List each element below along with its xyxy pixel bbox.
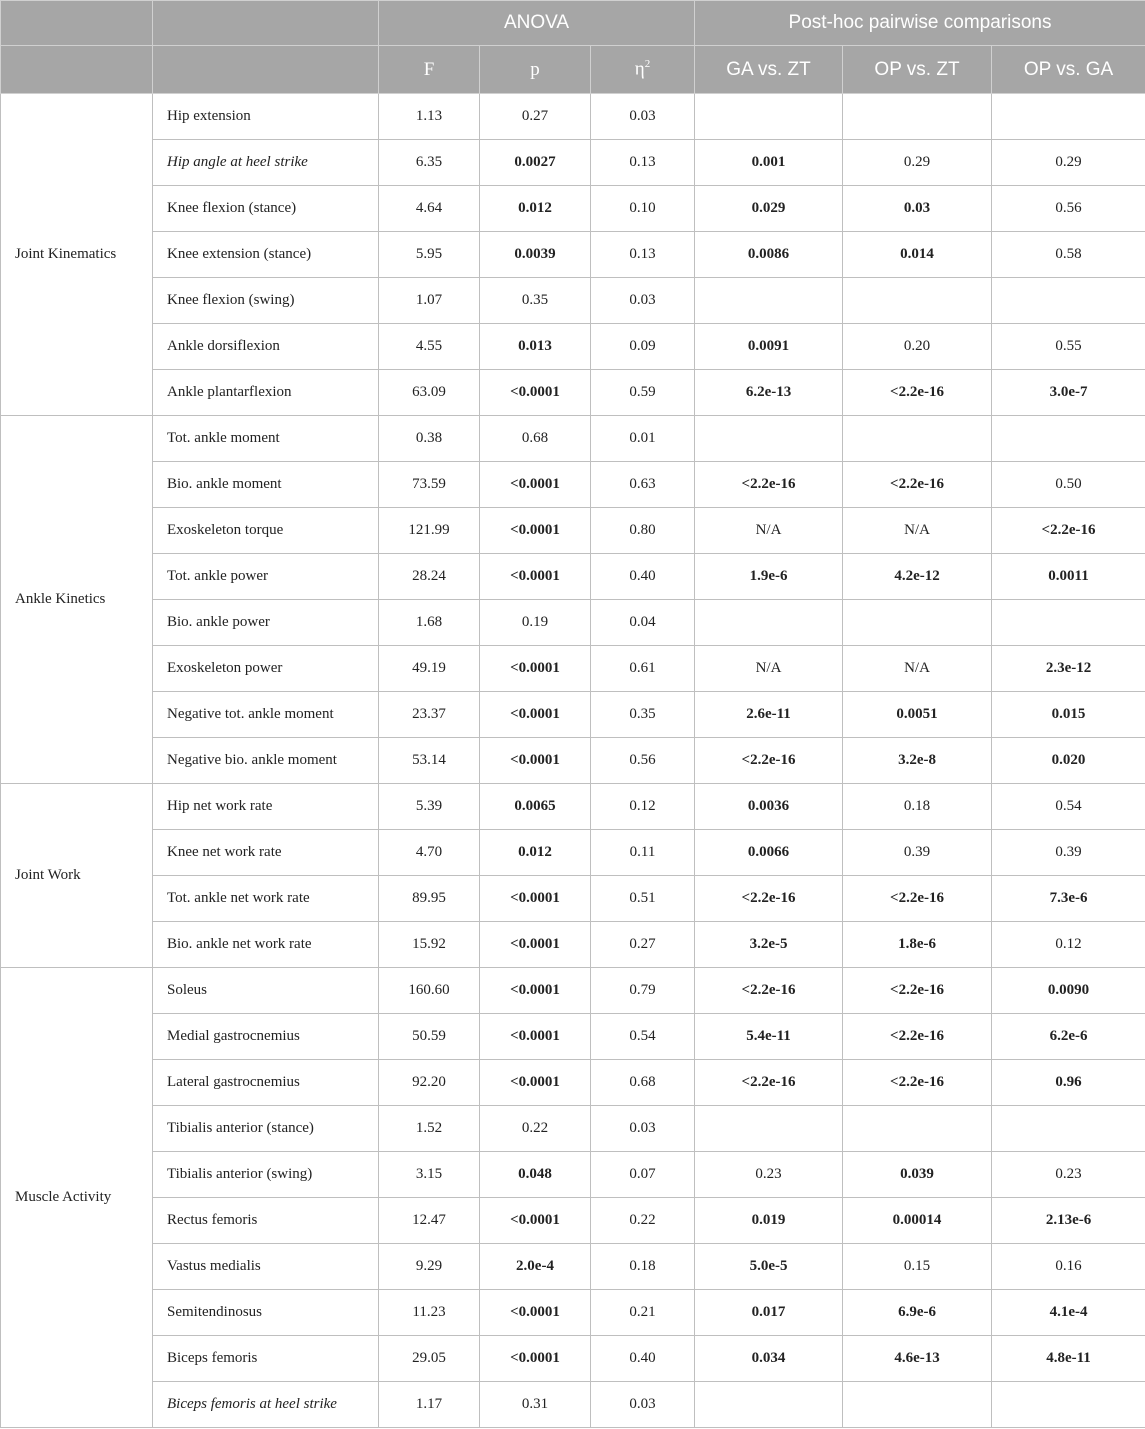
ga-zt-value: <2.2e-16 [695,968,843,1014]
eta-value: 0.61 [591,646,695,692]
f-value: 11.23 [379,1290,480,1336]
op-zt-value: <2.2e-16 [843,462,992,508]
op-zt-value: 0.18 [843,784,992,830]
table-row [1,968,1145,1014]
variable-label: Negative bio. ankle moment [153,738,379,784]
table-row [1,876,1145,922]
op-ga-value: 0.16 [992,1244,1145,1290]
op-ga-value: 0.0011 [992,554,1145,600]
p-value: <0.0001 [480,370,591,416]
op-zt-value: <2.2e-16 [843,968,992,1014]
op-zt-value: 0.39 [843,830,992,876]
ga-zt-value: 5.0e-5 [695,1244,843,1290]
p-value: 0.048 [480,1152,591,1198]
f-value: 73.59 [379,462,480,508]
variable-label: Semitendinosus [153,1290,379,1336]
variable-label: Hip angle at heel strike [153,140,379,186]
p-value: <0.0001 [480,876,591,922]
variable-label: Hip net work rate [153,784,379,830]
variable-label: Soleus [153,968,379,1014]
f-value: 89.95 [379,876,480,922]
op-zt-value: 6.9e-6 [843,1290,992,1336]
header-ga-vs-zt: GA vs. ZT [695,46,843,94]
ga-zt-value: 0.0086 [695,232,843,278]
eta-value: 0.27 [591,922,695,968]
eta-value: 0.03 [591,94,695,140]
op-ga-value: 0.29 [992,140,1145,186]
op-ga-value: 0.0090 [992,968,1145,1014]
ga-zt-value [695,1106,843,1152]
p-value: <0.0001 [480,462,591,508]
table-row [1,922,1145,968]
f-value: 1.68 [379,600,480,646]
p-value: 0.68 [480,416,591,462]
op-ga-value: 0.50 [992,462,1145,508]
ga-zt-value [695,278,843,324]
variable-label: Knee extension (stance) [153,232,379,278]
eta-value: 0.07 [591,1152,695,1198]
eta-value: 0.80 [591,508,695,554]
f-value: 49.19 [379,646,480,692]
ga-zt-value: <2.2e-16 [695,462,843,508]
op-ga-value: 0.54 [992,784,1145,830]
op-zt-value: 0.20 [843,324,992,370]
op-zt-value [843,600,992,646]
ga-zt-value: 1.9e-6 [695,554,843,600]
f-value: 1.52 [379,1106,480,1152]
eta-value: 0.51 [591,876,695,922]
ga-zt-value: 0.0091 [695,324,843,370]
f-value: 28.24 [379,554,480,600]
table-row [1,416,1145,462]
table-row [1,1290,1145,1336]
op-ga-value: 7.3e-6 [992,876,1145,922]
ga-zt-value: 0.001 [695,140,843,186]
header-eta-symbol: η [634,58,645,80]
op-zt-value: 4.6e-13 [843,1336,992,1382]
variable-label: Knee flexion (swing) [153,278,379,324]
op-ga-value: 0.55 [992,324,1145,370]
op-zt-value: 0.0051 [843,692,992,738]
eta-value: 0.21 [591,1290,695,1336]
eta-value: 0.03 [591,1382,695,1428]
ga-zt-value: N/A [695,646,843,692]
ga-zt-value [695,94,843,140]
eta-value: 0.04 [591,600,695,646]
eta-value: 0.54 [591,1014,695,1060]
op-zt-value: 3.2e-8 [843,738,992,784]
table-row [1,784,1145,830]
header-empty-group-2 [1,46,153,94]
p-value: <0.0001 [480,1060,591,1106]
ga-zt-value: 0.0036 [695,784,843,830]
eta-value: 0.56 [591,738,695,784]
p-value: 0.31 [480,1382,591,1428]
variable-label: Hip extension [153,94,379,140]
f-value: 5.95 [379,232,480,278]
variable-label: Exoskeleton torque [153,508,379,554]
table-row [1,140,1145,186]
ga-zt-value: 0.019 [695,1198,843,1244]
op-zt-value: <2.2e-16 [843,1014,992,1060]
op-ga-value [992,416,1145,462]
header-group-row [1,1,1145,46]
ga-zt-value: 3.2e-5 [695,922,843,968]
table-row [1,830,1145,876]
f-value: 1.17 [379,1382,480,1428]
header-p: p [480,46,591,94]
p-value: <0.0001 [480,692,591,738]
variable-label: Biceps femoris at heel strike [153,1382,379,1428]
ga-zt-value: <2.2e-16 [695,876,843,922]
p-value: <0.0001 [480,1014,591,1060]
header-posthoc: Post-hoc pairwise comparisons [695,1,1145,46]
p-value: <0.0001 [480,1198,591,1244]
ga-zt-value: 0.0066 [695,830,843,876]
p-value: <0.0001 [480,922,591,968]
variable-label: Bio. ankle power [153,600,379,646]
header-op-vs-zt: OP vs. ZT [843,46,992,94]
variable-label: Ankle dorsiflexion [153,324,379,370]
table-row [1,692,1145,738]
f-value: 5.39 [379,784,480,830]
variable-label: Tot. ankle power [153,554,379,600]
op-ga-value: 0.015 [992,692,1145,738]
p-value: <0.0001 [480,554,591,600]
header-empty-variable [153,1,379,46]
op-zt-value: 0.039 [843,1152,992,1198]
ga-zt-value: 0.029 [695,186,843,232]
group-label: Ankle Kinetics [1,416,153,784]
eta-value: 0.18 [591,1244,695,1290]
header-anova: ANOVA [379,1,695,46]
variable-label: Tibialis anterior (stance) [153,1106,379,1152]
table-row [1,600,1145,646]
eta-value: 0.03 [591,278,695,324]
op-ga-value: <2.2e-16 [992,508,1145,554]
ga-zt-value: 5.4e-11 [695,1014,843,1060]
f-value: 12.47 [379,1198,480,1244]
table-row [1,232,1145,278]
f-value: 23.37 [379,692,480,738]
op-ga-value [992,1382,1145,1428]
eta-value: 0.01 [591,416,695,462]
p-value: <0.0001 [480,1290,591,1336]
p-value: <0.0001 [480,646,591,692]
group-label: Muscle Activity [1,968,153,1428]
p-value: 0.012 [480,830,591,876]
table-row [1,1106,1145,1152]
op-zt-value: <2.2e-16 [843,370,992,416]
variable-label: Medial gastrocnemius [153,1014,379,1060]
eta-value: 0.09 [591,324,695,370]
ga-zt-value: <2.2e-16 [695,738,843,784]
f-value: 4.70 [379,830,480,876]
ga-zt-value: 2.6e-11 [695,692,843,738]
op-ga-value: 3.0e-7 [992,370,1145,416]
f-value: 1.07 [379,278,480,324]
table-row [1,508,1145,554]
variable-label: Knee net work rate [153,830,379,876]
f-value: 29.05 [379,1336,480,1382]
f-value: 63.09 [379,370,480,416]
table-row [1,94,1145,140]
p-value: <0.0001 [480,1336,591,1382]
p-value: 2.0e-4 [480,1244,591,1290]
f-value: 0.38 [379,416,480,462]
variable-label: Rectus femoris [153,1198,379,1244]
variable-label: Biceps femoris [153,1336,379,1382]
p-value: 0.27 [480,94,591,140]
table-row [1,1198,1145,1244]
op-ga-value: 0.020 [992,738,1145,784]
f-value: 160.60 [379,968,480,1014]
p-value: 0.0039 [480,232,591,278]
eta-value: 0.22 [591,1198,695,1244]
ga-zt-value [695,1382,843,1428]
op-zt-value [843,1106,992,1152]
eta-value: 0.40 [591,554,695,600]
variable-label: Vastus medialis [153,1244,379,1290]
variable-label: Lateral gastrocnemius [153,1060,379,1106]
op-zt-value: <2.2e-16 [843,1060,992,1106]
eta-value: 0.59 [591,370,695,416]
op-zt-value [843,416,992,462]
eta-value: 0.03 [591,1106,695,1152]
ga-zt-value [695,600,843,646]
p-value: <0.0001 [480,738,591,784]
p-value: 0.012 [480,186,591,232]
table-row [1,1336,1145,1382]
f-value: 9.29 [379,1244,480,1290]
op-zt-value: N/A [843,508,992,554]
table-row [1,554,1145,600]
ga-zt-value: 0.23 [695,1152,843,1198]
op-zt-value: 0.29 [843,140,992,186]
variable-label: Negative tot. ankle moment [153,692,379,738]
op-zt-value: <2.2e-16 [843,876,992,922]
op-zt-value: 0.014 [843,232,992,278]
header-eta-superscript: 2 [644,58,651,71]
header-f: F [379,46,480,94]
header-empty-variable-2 [153,46,379,94]
table-row [1,186,1145,232]
variable-label: Tot. ankle moment [153,416,379,462]
op-ga-value: 6.2e-6 [992,1014,1145,1060]
variable-label: Bio. ankle moment [153,462,379,508]
eta-value: 0.12 [591,784,695,830]
op-ga-value: 2.3e-12 [992,646,1145,692]
eta-value: 0.68 [591,1060,695,1106]
ga-zt-value: 6.2e-13 [695,370,843,416]
header-empty-group [1,1,153,46]
ga-zt-value [695,416,843,462]
ga-zt-value: <2.2e-16 [695,1060,843,1106]
variable-label: Tot. ankle net work rate [153,876,379,922]
table-row [1,1060,1145,1106]
p-value: 0.0027 [480,140,591,186]
f-value: 92.20 [379,1060,480,1106]
ga-zt-value: 0.017 [695,1290,843,1336]
eta-value: 0.40 [591,1336,695,1382]
table-row [1,278,1145,324]
ga-zt-value: 0.034 [695,1336,843,1382]
ga-zt-value: N/A [695,508,843,554]
op-ga-value: 0.23 [992,1152,1145,1198]
op-zt-value [843,278,992,324]
op-ga-value: 0.12 [992,922,1145,968]
op-zt-value: 0.15 [843,1244,992,1290]
op-zt-value [843,1382,992,1428]
table-row [1,1244,1145,1290]
table-row [1,1152,1145,1198]
op-ga-value [992,600,1145,646]
eta-value: 0.63 [591,462,695,508]
p-value: <0.0001 [480,508,591,554]
header-op-vs-ga: OP vs. GA [992,46,1145,94]
eta-value: 0.13 [591,232,695,278]
table-row [1,462,1145,508]
table-row [1,1014,1145,1060]
f-value: 50.59 [379,1014,480,1060]
table-row [1,646,1145,692]
header-column-row [1,46,1145,94]
f-value: 15.92 [379,922,480,968]
f-value: 1.13 [379,94,480,140]
op-ga-value: 0.56 [992,186,1145,232]
op-zt-value: N/A [843,646,992,692]
group-label: Joint Work [1,784,153,968]
op-zt-value [843,94,992,140]
table-row [1,324,1145,370]
p-value: 0.19 [480,600,591,646]
op-zt-value: 1.8e-6 [843,922,992,968]
f-value: 4.64 [379,186,480,232]
p-value: 0.0065 [480,784,591,830]
op-zt-value: 4.2e-12 [843,554,992,600]
variable-label: Tibialis anterior (swing) [153,1152,379,1198]
header-eta-squared [591,46,695,94]
variable-label: Bio. ankle net work rate [153,922,379,968]
variable-label: Ankle plantarflexion [153,370,379,416]
op-ga-value: 4.1e-4 [992,1290,1145,1336]
p-value: 0.013 [480,324,591,370]
f-value: 53.14 [379,738,480,784]
op-ga-value: 0.39 [992,830,1145,876]
op-ga-value: 0.58 [992,232,1145,278]
f-value: 6.35 [379,140,480,186]
op-ga-value [992,1106,1145,1152]
op-ga-value [992,278,1145,324]
variable-label: Exoskeleton power [153,646,379,692]
eta-value: 0.13 [591,140,695,186]
op-ga-value [992,94,1145,140]
f-value: 121.99 [379,508,480,554]
f-value: 3.15 [379,1152,480,1198]
eta-value: 0.10 [591,186,695,232]
p-value: 0.22 [480,1106,591,1152]
op-ga-value: 4.8e-11 [992,1336,1145,1382]
op-zt-value: 0.00014 [843,1198,992,1244]
op-ga-value: 2.13e-6 [992,1198,1145,1244]
table-row [1,1382,1145,1428]
p-value: 0.35 [480,278,591,324]
op-zt-value: 0.03 [843,186,992,232]
table-row [1,370,1145,416]
variable-label: Knee flexion (stance) [153,186,379,232]
eta-value: 0.11 [591,830,695,876]
eta-value: 0.35 [591,692,695,738]
f-value: 4.55 [379,324,480,370]
table-row [1,738,1145,784]
eta-value: 0.79 [591,968,695,1014]
op-ga-value: 0.96 [992,1060,1145,1106]
group-label: Joint Kinematics [1,94,153,416]
p-value: <0.0001 [480,968,591,1014]
